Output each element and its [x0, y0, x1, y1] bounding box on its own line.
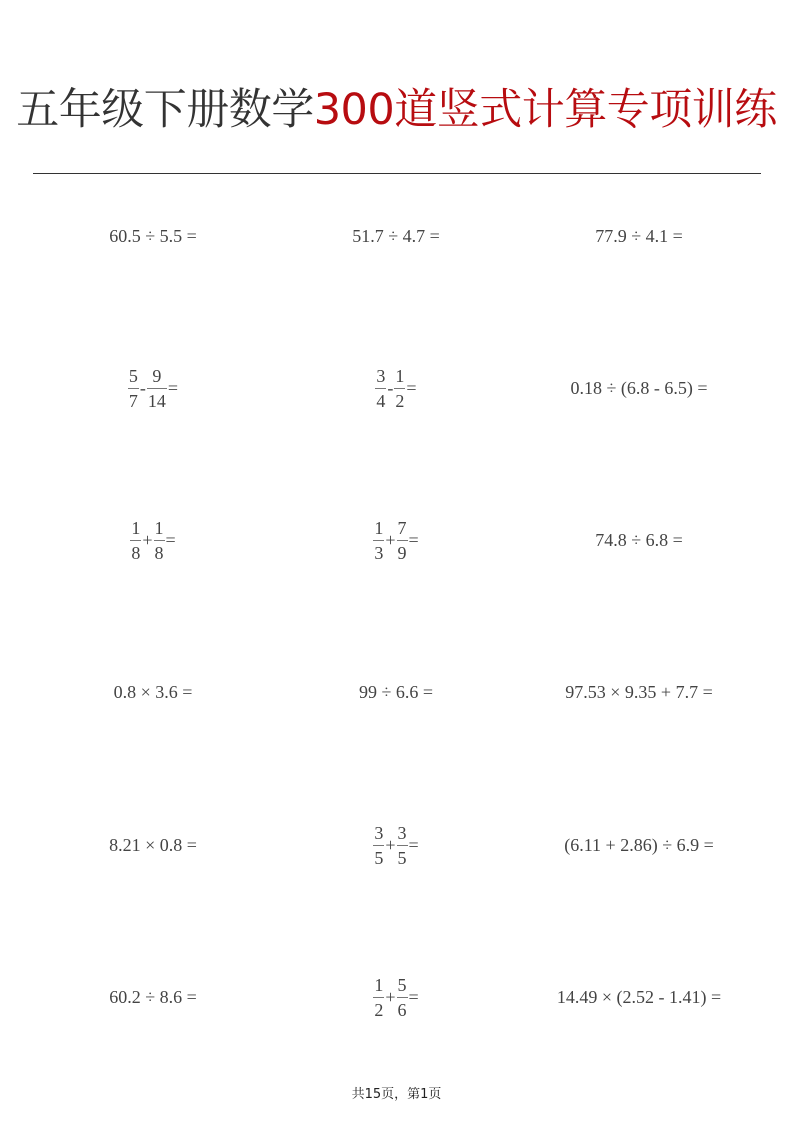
- fraction-bar: [397, 540, 408, 541]
- denominator: 8: [154, 542, 164, 563]
- operator: -: [139, 377, 146, 398]
- numerator: 1: [395, 365, 405, 386]
- problem-expression: 14.49 × (2.52 - 1.41) =: [556, 986, 722, 1007]
- problem-expression: 74.8 ÷ 6.8 =: [595, 529, 683, 550]
- denominator: 5: [397, 847, 407, 868]
- problem-item: [23, 969, 283, 1025]
- fraction-bar: [397, 845, 408, 846]
- operator: +: [385, 529, 396, 550]
- problem-expression: 60.5 ÷ 5.5 =: [109, 225, 197, 246]
- problem-item: [509, 817, 769, 873]
- problem-item: [509, 969, 769, 1025]
- fraction-bar: [128, 388, 139, 389]
- denominator: 3: [374, 542, 384, 563]
- denominator: 5: [374, 847, 384, 868]
- equals-sign: =: [167, 377, 179, 398]
- fraction-left: [128, 365, 139, 412]
- problem-expression: 60.2 ÷ 8.6 =: [109, 986, 197, 1007]
- fraction-right: [394, 365, 405, 412]
- operator: +: [385, 834, 396, 855]
- operator: +: [385, 986, 396, 1007]
- problem-item: [23, 360, 283, 416]
- equals-sign: =: [406, 377, 417, 398]
- equals-sign: =: [408, 986, 419, 1007]
- equals-sign: =: [165, 529, 176, 550]
- numerator: 3: [376, 365, 386, 386]
- denominator: 2: [395, 390, 405, 411]
- problem-item: [509, 208, 769, 264]
- equals-sign: =: [408, 834, 419, 855]
- operator: -: [387, 377, 394, 398]
- problem-item: [509, 664, 769, 720]
- fraction-left: [130, 517, 141, 564]
- fraction-bar: [373, 845, 384, 846]
- page-title: [0, 84, 793, 136]
- problem-item: [23, 208, 283, 264]
- denominator: 9: [397, 542, 407, 563]
- problem-item: [266, 512, 526, 568]
- problem-item: [266, 208, 526, 264]
- problem-expression: 77.9 ÷ 4.1 =: [595, 225, 683, 246]
- problem-expression: 99 ÷ 6.6 =: [358, 681, 434, 702]
- problem-item: [266, 664, 526, 720]
- problem-expression: 51.7 ÷ 4.7 =: [352, 225, 440, 246]
- problem-item: [509, 512, 769, 568]
- numerator: 9: [152, 365, 162, 386]
- problem-item: [509, 360, 769, 416]
- fraction-bar: [147, 388, 167, 389]
- fraction-right: [397, 517, 408, 564]
- fraction-bar: [373, 540, 384, 541]
- denominator: 7: [128, 390, 138, 411]
- page-footer: 共15页，第1页: [351, 1087, 442, 1102]
- denominator: 6: [397, 999, 407, 1020]
- problem-expression: 8.21 × 0.8 =: [109, 834, 197, 855]
- fraction-right: [154, 517, 165, 564]
- fraction-left: [373, 822, 384, 869]
- problem-expression: 0.8 × 3.6 =: [113, 681, 193, 702]
- numerator: 5: [128, 365, 138, 386]
- fraction-left: [373, 974, 384, 1021]
- fraction-left: [373, 517, 384, 564]
- problem-expression: 97.53 × 9.35 + 7.7 =: [565, 681, 713, 702]
- problem-item: [23, 817, 283, 873]
- denominator: 14: [147, 390, 166, 411]
- problem-item: [23, 512, 283, 568]
- title-divider: [33, 173, 761, 174]
- operator: +: [142, 529, 153, 550]
- numerator: 1: [131, 517, 141, 538]
- problem-item: [266, 969, 526, 1025]
- numerator: 1: [154, 517, 164, 538]
- numerator: 1: [374, 974, 384, 995]
- denominator: 8: [131, 542, 141, 563]
- problem-expression: (6.11 + 2.86) ÷ 6.9 =: [564, 834, 714, 855]
- fraction-bar: [154, 540, 165, 541]
- problem-item: [23, 664, 283, 720]
- fraction-bar: [375, 388, 386, 389]
- denominator: 4: [376, 390, 386, 411]
- numerator: 1: [374, 517, 384, 538]
- fraction-bar: [373, 997, 384, 998]
- problem-item: [266, 817, 526, 873]
- fraction-right: [397, 822, 408, 869]
- fraction-bar: [397, 997, 408, 998]
- numerator: 3: [374, 822, 384, 843]
- problem-item: [266, 360, 526, 416]
- numerator: 3: [397, 822, 407, 843]
- numerator: 5: [397, 974, 407, 995]
- denominator: 2: [374, 999, 384, 1020]
- problem-expression: 0.18 ÷ (6.8 - 6.5) =: [570, 377, 708, 398]
- title-part-topic: 300道竖式计算专项训练: [313, 85, 777, 135]
- fraction-right: [397, 974, 408, 1021]
- fraction-right: [147, 365, 167, 412]
- fraction-bar: [394, 388, 405, 389]
- fraction-bar: [130, 540, 141, 541]
- title-part-grade: 五年级下册数学: [16, 85, 314, 135]
- equals-sign: =: [408, 529, 419, 550]
- numerator: 7: [397, 517, 407, 538]
- fraction-left: [375, 365, 386, 412]
